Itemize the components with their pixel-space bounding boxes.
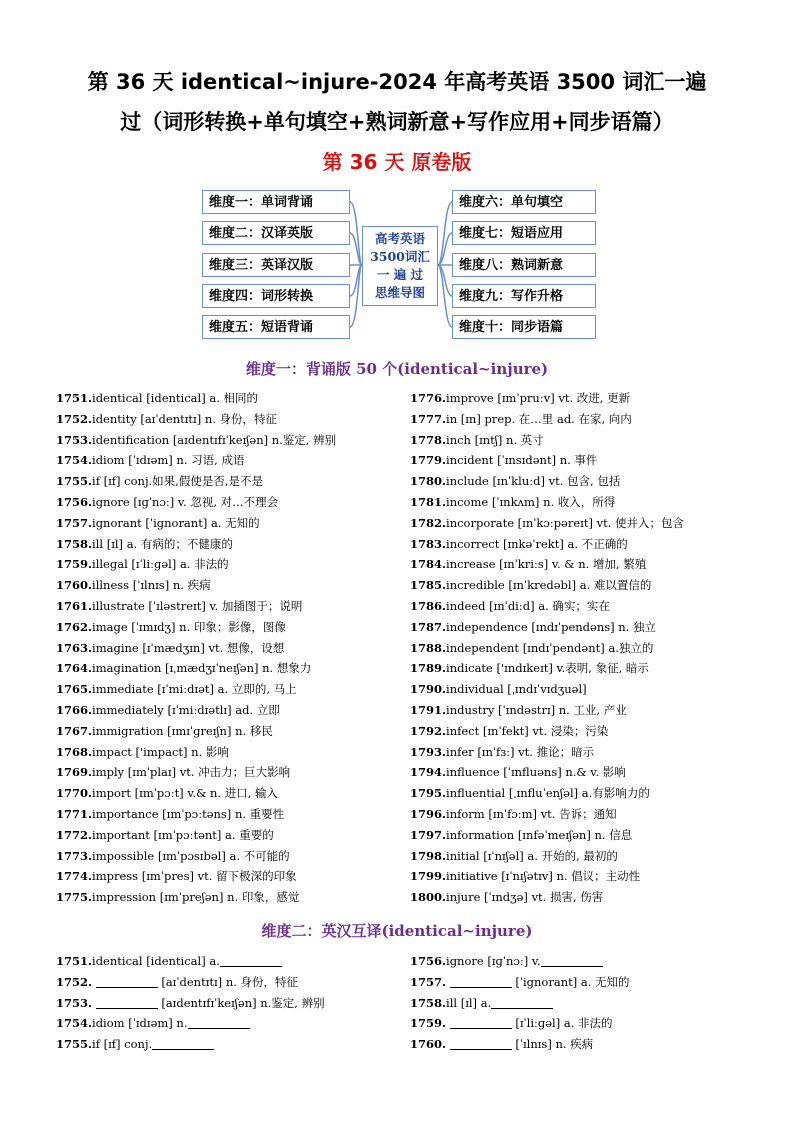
entry-number: 1775. xyxy=(56,890,93,905)
entry-text: infect [ɪnˈfekt] vt. 浸染；污染 xyxy=(446,723,609,738)
entry-text: include [ɪnˈkluːd] vt. 包含, 包括 xyxy=(446,474,621,489)
entry-prompt: identical [identical] a. xyxy=(92,954,220,968)
word-entry xyxy=(56,617,336,638)
entry-text: indeed [ɪnˈdiːd] a. 确实；实在 xyxy=(446,598,610,613)
entry-number: 1770. xyxy=(56,786,93,801)
entry-number: 1778. xyxy=(410,432,447,447)
entry-prompt: ill [ɪl] a. xyxy=(446,995,492,1010)
entry-text: information [ɪnfəˈmeɪʃən] n. 信息 xyxy=(446,827,633,842)
word-entry xyxy=(410,492,684,513)
word-entry xyxy=(410,534,684,555)
mind-map-node-5: 维度五：短语背诵 xyxy=(202,315,350,339)
word-entry xyxy=(56,866,336,887)
entry-number: 1757. xyxy=(56,515,93,530)
entry-number: 1769. xyxy=(56,765,93,780)
word-entry xyxy=(410,658,684,679)
entry-number: 1751. xyxy=(56,391,93,405)
word-entry xyxy=(410,804,684,825)
entry-text: import [ɪmˈpɔːt] v.& n. 进口, 输入 xyxy=(92,786,279,801)
entry-number: 1768. xyxy=(56,744,93,759)
section-2-left-column xyxy=(56,951,325,1055)
entry-number: 1790. xyxy=(410,682,447,697)
entry-prompt: [ˈɪlnɪs] n. 疾病 xyxy=(515,1037,594,1052)
word-entry xyxy=(410,388,684,409)
entry-number: 1752. xyxy=(56,974,93,989)
entry-prompt: [ɪˈliːɡəl] a. 非法的 xyxy=(515,1016,613,1031)
entry-text: identity [aɪˈdentɪtɪ] n. 身份，特征 xyxy=(92,411,278,426)
entry-number: 1766. xyxy=(56,702,93,717)
entry-number: 1789. xyxy=(410,661,447,676)
entry-number: 1751. xyxy=(56,954,93,968)
mind-map-node-9: 维度九：写作升格 xyxy=(452,284,596,308)
entry-number: 1781. xyxy=(410,494,447,509)
entry-text: impossible [ɪmˈpɔsɪbəl] a. 不可能的 xyxy=(92,848,290,863)
entry-text: inch [ɪntʃ] n. 英寸 xyxy=(446,432,544,447)
word-entry xyxy=(56,700,336,721)
entry-text: initiative [ɪˈnɪʃətɪv] n. 倡议；主动性 xyxy=(446,869,641,884)
entry-prompt: ignore [ɪɡˈnɔː] v. xyxy=(446,954,541,968)
entry-text: immediately [ɪˈmiːdɪətlɪ] ad. 立即 xyxy=(92,702,280,717)
word-entry xyxy=(410,721,684,742)
mind-map-node-6: 维度六：单句填空 xyxy=(452,190,596,214)
entry-text: if [ɪf] conj.如果,假使是否,是不是 xyxy=(92,474,263,489)
word-entry xyxy=(56,825,336,846)
entry-number: 1771. xyxy=(56,806,93,821)
entry-number: 1760. xyxy=(56,578,93,593)
answer-blank[interactable] xyxy=(96,995,158,1009)
entry-number: 1758. xyxy=(56,536,93,551)
word-entry xyxy=(410,742,684,763)
word-entry xyxy=(56,1034,325,1055)
entry-number: 1791. xyxy=(410,702,447,717)
word-entry xyxy=(410,887,684,908)
word-entry xyxy=(56,804,336,825)
entry-number: 1784. xyxy=(410,557,447,572)
word-entry xyxy=(410,825,684,846)
entry-number: 1788. xyxy=(410,640,447,655)
entry-number: 1763. xyxy=(56,640,93,655)
entry-number: 1798. xyxy=(410,848,447,863)
entry-text: illness [ˈɪlnɪs] n. 疾病 xyxy=(92,578,211,593)
entry-text: in [ɪn] prep. 在…里 ad. 在家, 向内 xyxy=(446,411,632,426)
answer-blank[interactable] xyxy=(220,953,282,967)
word-entry xyxy=(56,679,336,700)
entry-number: 1755. xyxy=(56,1037,93,1052)
word-entry xyxy=(410,430,684,451)
word-entry xyxy=(56,951,325,972)
entry-text: immigration [ɪmɪˈgreɪʃn] n. 移民 xyxy=(92,723,273,738)
entry-number: 1772. xyxy=(56,827,93,842)
entry-number: 1792. xyxy=(410,723,447,738)
entry-number: 1760. xyxy=(410,1037,447,1052)
word-entry xyxy=(56,972,325,993)
word-entry xyxy=(410,596,684,617)
document-subtitle: 第 36 天 原卷版 xyxy=(322,150,472,174)
entry-text: influence [ˈɪnfluəns] n.& v. 影响 xyxy=(446,765,626,780)
document-title-line-2: 过（词形转换+单句填空+熟词新意+写作应用+同步语篇） xyxy=(120,110,674,134)
word-entry xyxy=(56,388,336,409)
entry-text: industry [ˈɪndəstrɪ] n. 工业, 产业 xyxy=(446,702,627,717)
entry-number: 1793. xyxy=(410,744,447,759)
entry-number: 1773. xyxy=(56,848,93,863)
entry-text: ignorant [ˈignorant] a. 无知的 xyxy=(92,515,260,530)
entry-number: 1753. xyxy=(56,432,93,447)
answer-blank[interactable] xyxy=(450,974,512,988)
word-entry xyxy=(410,575,684,596)
word-entry xyxy=(56,513,336,534)
answer-blank[interactable] xyxy=(491,995,553,1009)
mind-map-center xyxy=(362,226,438,306)
entry-text: individual [ˌɪndɪˈvɪdʒuəl] xyxy=(446,682,587,697)
entry-text: important [ɪmˈpɔːtənt] a. 重要的 xyxy=(92,827,274,842)
word-entry xyxy=(56,554,336,575)
word-entry xyxy=(56,993,325,1014)
word-entry xyxy=(410,450,684,471)
entry-number: 1765. xyxy=(56,682,93,697)
entry-text: indicate ['ɪndɪkeɪt] v.表明, 象征, 暗示 xyxy=(446,661,649,676)
entry-text: imagination [ɪˌmædʒɪˈneɪʃən] n. 想象力 xyxy=(92,661,312,676)
word-entry xyxy=(56,658,336,679)
answer-blank[interactable] xyxy=(541,953,603,967)
entry-number: 1795. xyxy=(410,786,447,801)
word-entry xyxy=(56,742,336,763)
word-entry xyxy=(56,638,336,659)
entry-text: importance [ɪmˈpɔːtəns] n. 重要性 xyxy=(92,806,285,821)
word-entry xyxy=(56,762,336,783)
entry-text: increase [ɪnˈkriːs] v. & n. 增加, 繁殖 xyxy=(446,557,647,572)
word-entry xyxy=(56,1013,325,1034)
word-entry xyxy=(410,471,684,492)
word-entry xyxy=(56,534,336,555)
entry-number: 1754. xyxy=(56,453,93,468)
entry-number: 1776. xyxy=(410,391,447,405)
entry-text: imagine [ɪˈmædʒɪn] vt. 想像，设想 xyxy=(92,640,285,655)
mind-map-node-7: 维度七：短语应用 xyxy=(452,221,596,245)
entry-text: impression [ɪmˈpreʃən] n. 印象，感觉 xyxy=(92,890,300,905)
entry-number: 1780. xyxy=(410,474,447,489)
entry-text: illustrate [ˈɪləstreɪt] v. 加插图于；说明 xyxy=(92,598,303,613)
entry-number: 1782. xyxy=(410,515,447,530)
entry-text: incorporate [ɪnˈkɔːpəreɪt] vt. 使并入；包含 xyxy=(446,515,685,530)
word-entry xyxy=(410,1013,630,1034)
mind-map-center-line: 一 遍 过 xyxy=(376,267,424,282)
entry-number: 1764. xyxy=(56,661,93,676)
entry-number: 1761. xyxy=(56,598,93,613)
word-entry xyxy=(410,554,684,575)
word-entry xyxy=(56,471,336,492)
word-entry xyxy=(410,972,630,993)
entry-number: 1759. xyxy=(410,1016,447,1031)
entry-text: immediate [ɪˈmiːdɪət] a. 立即的, 马上 xyxy=(92,682,297,697)
mind-map-node-2: 维度二：汉译英版 xyxy=(202,221,350,245)
answer-blank[interactable] xyxy=(96,974,158,988)
entry-number: 1774. xyxy=(56,869,93,884)
word-entry xyxy=(56,721,336,742)
entry-text: independent [ɪndɪˈpendənt] a.独立的 xyxy=(446,640,654,655)
entry-text: incident [ˈɪnsɪdənt] n. 事件 xyxy=(446,453,598,468)
entry-prompt: [ˈignorant] a. 无知的 xyxy=(515,974,630,989)
word-entry xyxy=(56,596,336,617)
entry-prompt: [aɪdentɪfɪˈkeɪʃən] n.鉴定, 辨别 xyxy=(161,995,325,1010)
word-entry xyxy=(56,409,336,430)
section-2-right-column xyxy=(410,951,630,1055)
document-title-line-1: 第 36 天 identical~injure-2024 年高考英语 3500 词汇一遍 xyxy=(87,70,707,94)
word-entry xyxy=(410,617,684,638)
word-entry xyxy=(410,846,684,867)
entry-text: ill [ɪl] a. 有病的；不健康的 xyxy=(92,536,233,551)
mind-map xyxy=(202,190,598,340)
entry-number: 1762. xyxy=(56,619,93,634)
word-entry xyxy=(56,575,336,596)
word-entry xyxy=(410,1034,630,1055)
entry-text: illegal [ɪˈliːɡəl] a. 非法的 xyxy=(92,557,229,572)
mind-map-node-4: 维度四：词形转换 xyxy=(202,284,350,308)
entry-number: 1786. xyxy=(410,598,447,613)
entry-text: impact ['impact] n. 影响 xyxy=(92,744,229,759)
entry-text: ignore [ɪɡˈnɔː] v. 忽视, 对…不理会 xyxy=(92,494,279,509)
entry-number: 1753. xyxy=(56,995,93,1010)
word-entry xyxy=(410,700,684,721)
entry-number: 1787. xyxy=(410,619,447,634)
mind-map-center-line: 3500词汇 xyxy=(370,249,430,264)
mind-map-center-line: 思维导图 xyxy=(374,285,425,300)
entry-prompt: if [ɪf] conj. xyxy=(92,1037,153,1052)
entry-number: 1752. xyxy=(56,411,93,426)
entry-text: identification [aɪdentɪfɪˈkeɪʃən] n.鉴定, 辨别 xyxy=(92,432,337,447)
entry-number: 1758. xyxy=(410,995,447,1010)
word-entry xyxy=(410,951,630,972)
entry-number: 1755. xyxy=(56,474,93,489)
entry-number: 1756. xyxy=(56,494,93,509)
entry-prompt: idiom [ˈɪdɪəm] n. xyxy=(92,1016,188,1031)
answer-blank[interactable] xyxy=(152,1036,214,1050)
word-entry xyxy=(410,409,684,430)
entry-text: idiom [ˈɪdɪəm] n. 习语, 成语 xyxy=(92,453,245,468)
entry-number: 1785. xyxy=(410,578,447,593)
word-entry xyxy=(56,783,336,804)
entry-text: impress [ɪmˈpres] vt. 留下极深的印象 xyxy=(92,869,297,884)
entry-number: 1799. xyxy=(410,869,447,884)
word-entry xyxy=(56,492,336,513)
entry-number: 1759. xyxy=(56,557,93,572)
mind-map-node-10: 维度十：同步语篇 xyxy=(452,315,596,339)
section-1-left-column xyxy=(56,388,336,908)
entry-text: inform [ɪnˈfɔːm] vt. 告诉；通知 xyxy=(446,806,617,821)
entry-number: 1756. xyxy=(410,954,447,968)
entry-prompt: [aɪˈdentɪtɪ] n. 身份，特征 xyxy=(161,974,299,989)
mind-map-node-1: 维度一：单词背诵 xyxy=(202,190,350,214)
entry-number: 1757. xyxy=(410,974,447,989)
entry-number: 1754. xyxy=(56,1016,93,1031)
answer-blank[interactable] xyxy=(188,1015,250,1029)
entry-number: 1767. xyxy=(56,723,93,738)
mind-map-node-3: 维度三：英译汉版 xyxy=(202,253,350,277)
entry-text: incredible [ɪnˈkredəbl] a. 难以置信的 xyxy=(446,578,652,593)
entry-number: 1779. xyxy=(410,453,447,468)
word-entry xyxy=(410,513,684,534)
entry-number: 1783. xyxy=(410,536,447,551)
entry-text: infer [ɪnˈfɜː] vt. 推论；暗示 xyxy=(446,744,595,759)
entry-text: initial [ɪˈnɪʃəl] a. 开始的, 最初的 xyxy=(446,848,618,863)
answer-blank[interactable] xyxy=(450,1015,512,1029)
word-entry xyxy=(410,783,684,804)
word-entry xyxy=(56,846,336,867)
entry-text: imply [ɪmˈplaɪ] vt. 冲击力；巨大影响 xyxy=(92,765,291,780)
entry-text: independence [ɪndɪˈpendəns] n. 独立 xyxy=(446,619,656,634)
entry-number: 1794. xyxy=(410,765,447,780)
entry-number: 1797. xyxy=(410,827,447,842)
entry-number: 1796. xyxy=(410,806,447,821)
mind-map-node-8: 维度八：熟词新意 xyxy=(452,253,596,277)
entry-number: 1777. xyxy=(410,411,447,426)
entry-text: injure [ˈɪndʒə] vt. 损害, 伤害 xyxy=(446,890,604,905)
answer-blank[interactable] xyxy=(450,1036,512,1050)
word-entry xyxy=(410,866,684,887)
entry-text: income [ˈɪnkʌm] n. 收入，所得 xyxy=(446,494,616,509)
entry-text: improve [ɪmˈpruːv] vt. 改进, 更新 xyxy=(446,391,631,405)
entry-text: image [ˈɪmɪdʒ] n. 印象；影像，图像 xyxy=(92,619,286,634)
word-entry xyxy=(410,762,684,783)
entry-text: incorrect [ɪnkəˈrekt] a. 不正确的 xyxy=(446,536,628,551)
section-2-heading: 维度二：英汉互译(identical~injure) xyxy=(261,922,533,940)
word-entry xyxy=(56,887,336,908)
word-entry xyxy=(56,450,336,471)
entry-text: identical [identical] a. 相同的 xyxy=(92,391,259,405)
word-entry xyxy=(410,993,630,1014)
word-entry xyxy=(410,638,684,659)
section-1-right-column xyxy=(410,388,684,908)
entry-number: 1800. xyxy=(410,890,447,905)
word-entry xyxy=(56,430,336,451)
entry-text: influential [ˌɪnfluˈenʃəl] a.有影响力的 xyxy=(446,786,650,801)
section-1-heading: 维度一：背诵版 50 个(identical~injure) xyxy=(245,360,549,378)
mind-map-center-line: 高考英语 xyxy=(374,231,425,246)
word-entry xyxy=(410,679,684,700)
